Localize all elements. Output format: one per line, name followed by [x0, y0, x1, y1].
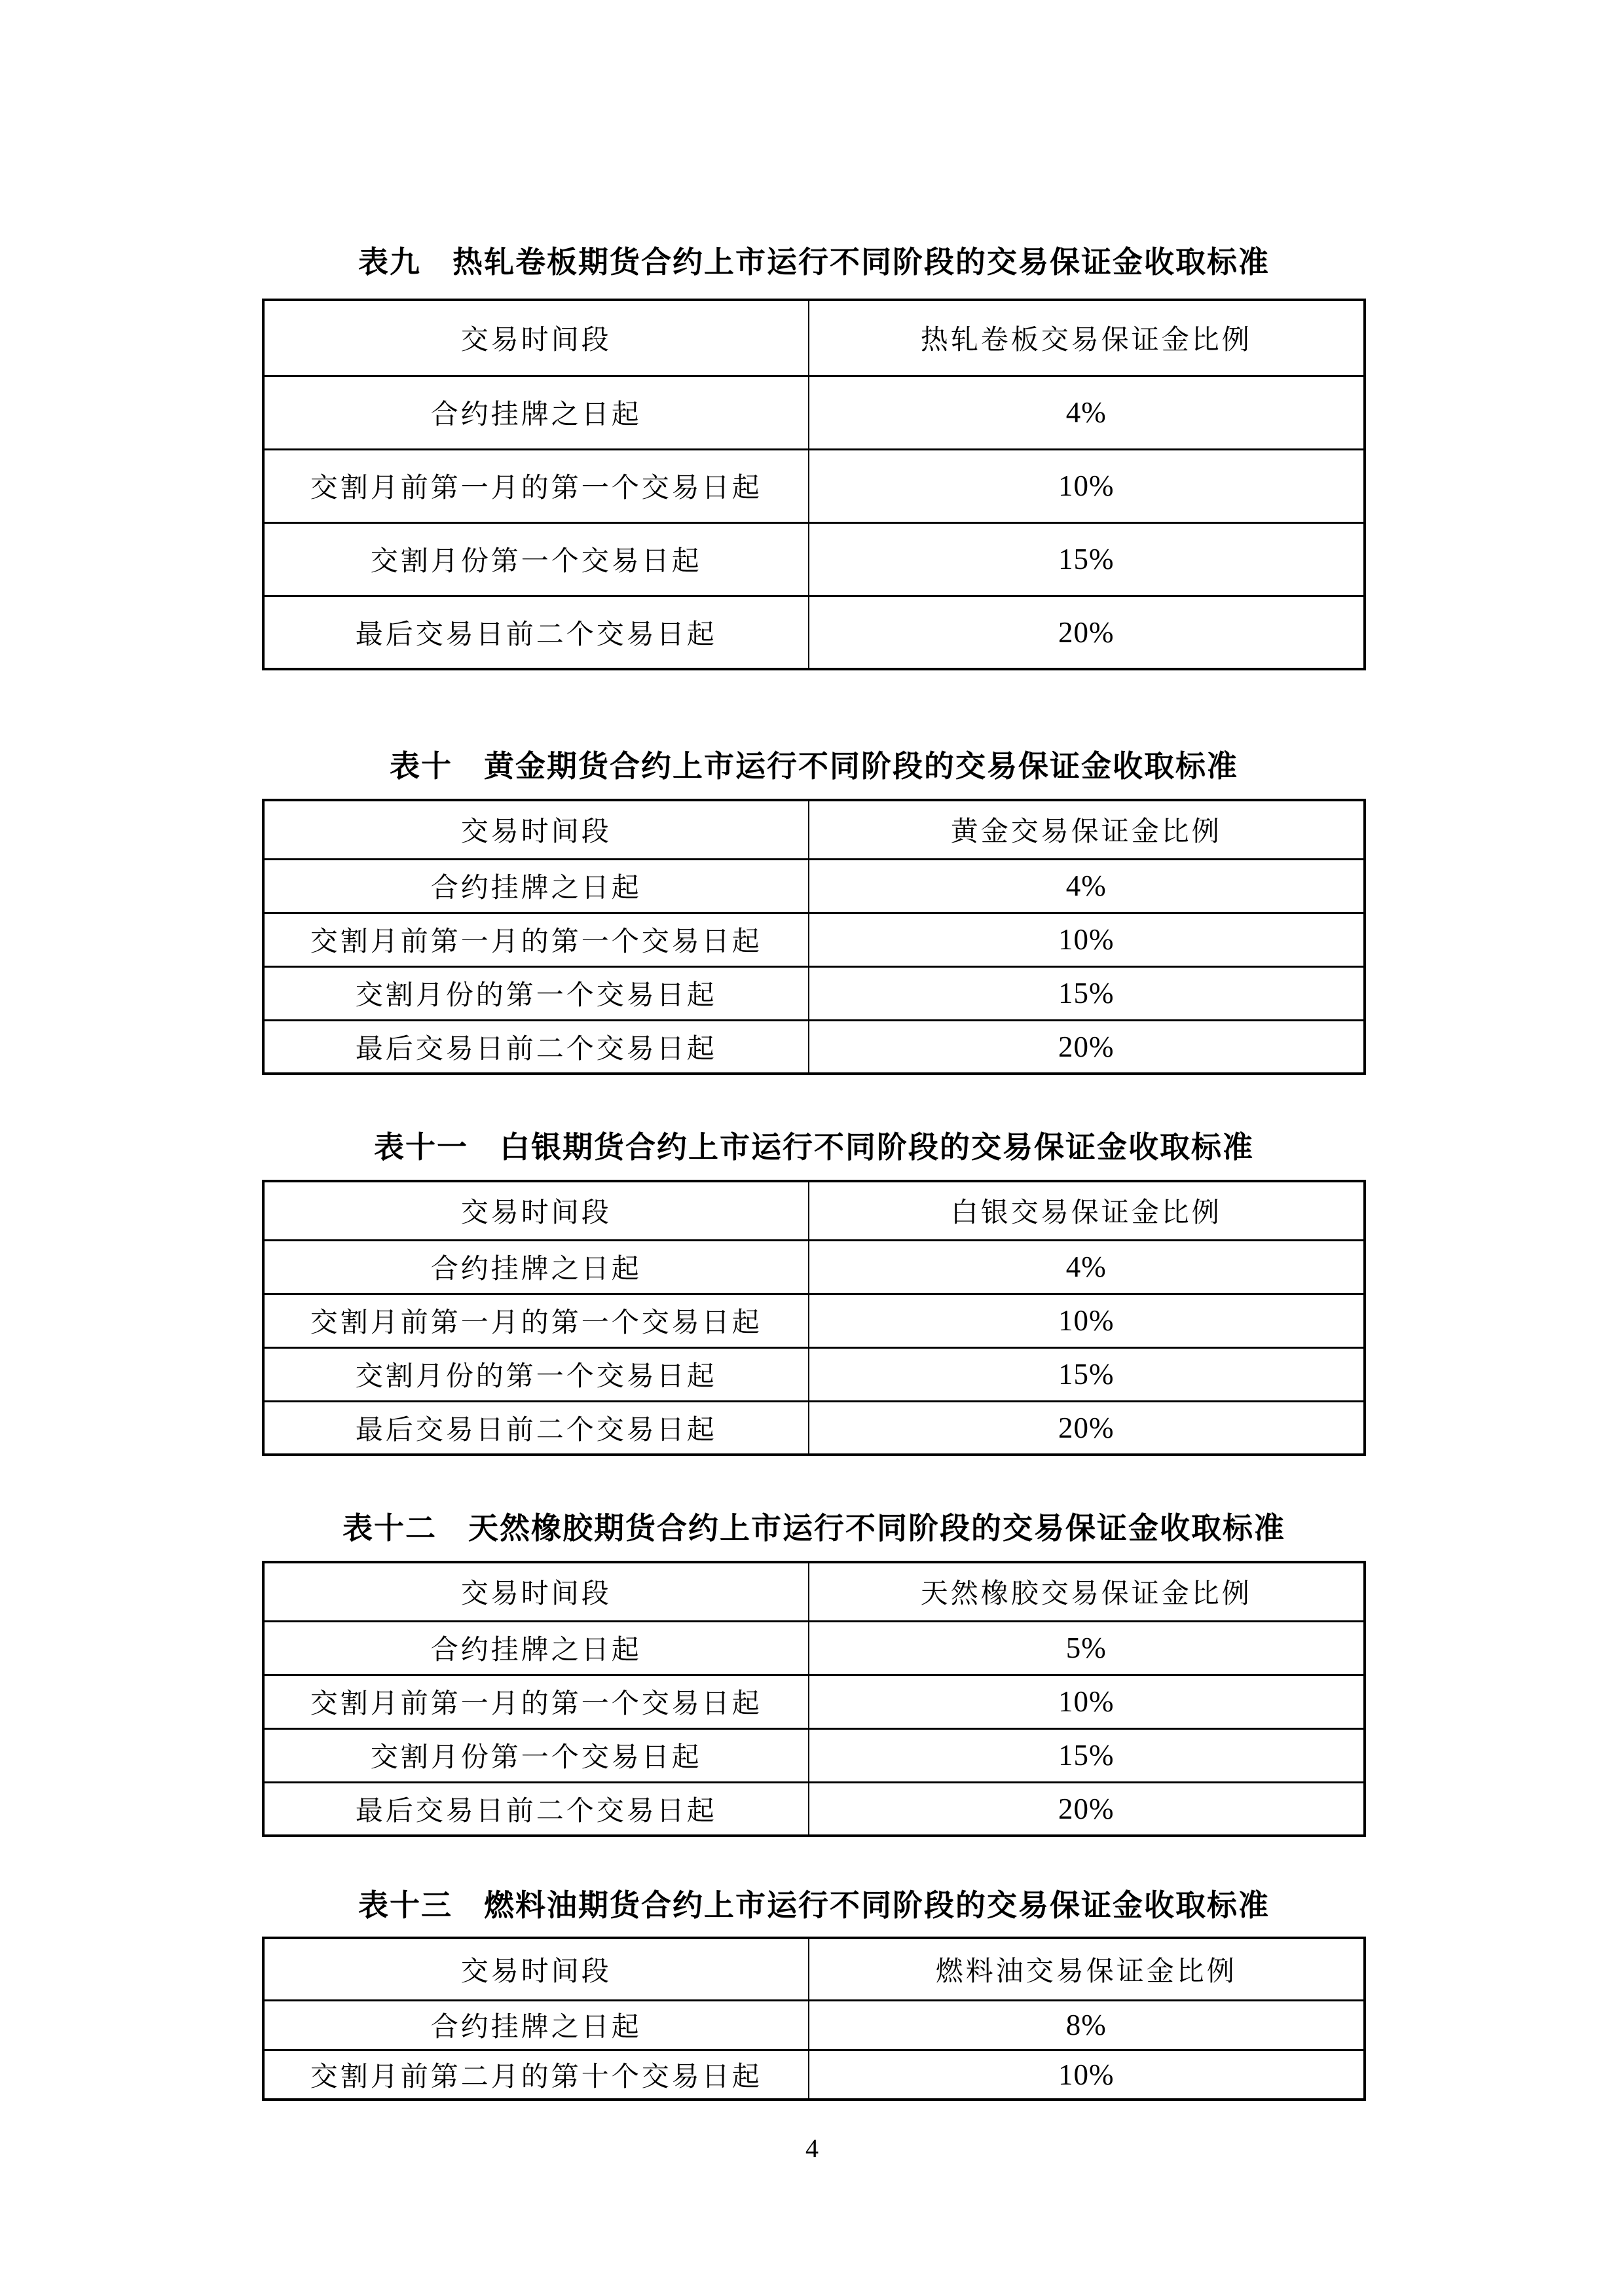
period-cell: 合约挂牌之日起	[263, 2000, 809, 2050]
ratio-cell: 4%	[809, 376, 1365, 449]
table-13-title: 表十三 燃料油期货合约上市运行不同阶段的交易保证金收取标准	[358, 1889, 1270, 1922]
table-header-row	[263, 1562, 1365, 1621]
period-cell: 最后交易日前二个交易日起	[263, 1020, 809, 1074]
table-row	[263, 1294, 1365, 1347]
table-9-title: 表九 热轧卷板期货合约上市运行不同阶段的交易保证金收取标准	[358, 246, 1270, 279]
period-cell: 交割月份第一个交易日起	[263, 522, 809, 596]
period-column-header: 交易时间段	[263, 800, 809, 859]
table-12	[262, 1561, 1366, 1837]
period-cell: 交割月份第一个交易日起	[263, 1728, 809, 1782]
ratio-cell: 20%	[809, 1401, 1365, 1455]
period-cell: 合约挂牌之日起	[263, 859, 809, 913]
period-cell: 合约挂牌之日起	[263, 1621, 809, 1675]
period-cell: 交割月份的第一个交易日起	[263, 966, 809, 1020]
table-11	[262, 1180, 1366, 1456]
table-section-13	[262, 1887, 1366, 2101]
ratio-cell: 20%	[809, 1020, 1365, 1074]
table-row	[263, 1621, 1365, 1675]
table-13	[262, 1937, 1366, 2101]
ratio-cell: 10%	[809, 1675, 1365, 1728]
ratio-column-header: 白银交易保证金比例	[809, 1181, 1365, 1240]
table-row	[263, 1020, 1365, 1074]
ratio-column-header: 黄金交易保证金比例	[809, 800, 1365, 859]
period-cell: 合约挂牌之日起	[263, 376, 809, 449]
table-row	[263, 376, 1365, 449]
table-header-row	[263, 800, 1365, 859]
ratio-column-header: 热轧卷板交易保证金比例	[809, 300, 1365, 376]
table-row	[263, 1240, 1365, 1294]
table-row	[263, 1401, 1365, 1455]
table-header-row	[263, 300, 1365, 376]
table-row	[263, 1728, 1365, 1782]
ratio-column-header: 燃料油交易保证金比例	[809, 1938, 1365, 2000]
table-12-title: 表十二 天然橡胶期货合约上市运行不同阶段的交易保证金收取标准	[342, 1512, 1285, 1545]
ratio-column-header: 天然橡胶交易保证金比例	[809, 1562, 1365, 1621]
table-row	[263, 449, 1365, 522]
table-header-row	[263, 1938, 1365, 2000]
period-cell: 交割月前第一月的第一个交易日起	[263, 1675, 809, 1728]
period-cell: 最后交易日前二个交易日起	[263, 1782, 809, 1836]
ratio-cell: 4%	[809, 859, 1365, 913]
document-content	[262, 0, 1366, 2101]
table-row	[263, 1675, 1365, 1728]
table-section-12	[262, 1510, 1366, 1837]
table-section-9	[262, 244, 1366, 670]
table-header-row	[263, 1181, 1365, 1240]
table-row	[263, 2050, 1365, 2100]
table-row	[263, 596, 1365, 669]
ratio-cell: 15%	[809, 1728, 1365, 1782]
table-row	[263, 522, 1365, 596]
period-column-header: 交易时间段	[263, 300, 809, 376]
period-cell: 交割月前第一月的第一个交易日起	[263, 1294, 809, 1347]
table-row	[263, 913, 1365, 966]
ratio-cell: 4%	[809, 1240, 1365, 1294]
ratio-cell: 8%	[809, 2000, 1365, 2050]
page-number: 4	[805, 2134, 819, 2163]
ratio-cell: 5%	[809, 1621, 1365, 1675]
table-9	[262, 299, 1366, 670]
period-column-header: 交易时间段	[263, 1181, 809, 1240]
period-cell: 交割月前第一月的第一个交易日起	[263, 449, 809, 522]
table-row	[263, 859, 1365, 913]
ratio-cell: 10%	[809, 2050, 1365, 2100]
period-cell: 交割月前第一月的第一个交易日起	[263, 913, 809, 966]
period-column-header: 交易时间段	[263, 1562, 809, 1621]
ratio-cell: 20%	[809, 1782, 1365, 1836]
period-cell: 最后交易日前二个交易日起	[263, 596, 809, 669]
period-cell: 最后交易日前二个交易日起	[263, 1401, 809, 1455]
ratio-cell: 15%	[809, 1347, 1365, 1401]
table-row	[263, 2000, 1365, 2050]
table-11-title: 表十一 白银期货合约上市运行不同阶段的交易保证金收取标准	[374, 1131, 1254, 1164]
ratio-cell: 10%	[809, 1294, 1365, 1347]
table-row	[263, 966, 1365, 1020]
period-column-header: 交易时间段	[263, 1938, 809, 2000]
ratio-cell: 15%	[809, 522, 1365, 596]
period-cell: 合约挂牌之日起	[263, 1240, 809, 1294]
table-10	[262, 799, 1366, 1075]
ratio-cell: 10%	[809, 913, 1365, 966]
table-row	[263, 1347, 1365, 1401]
ratio-cell: 20%	[809, 596, 1365, 669]
table-row	[263, 1782, 1365, 1836]
period-cell: 交割月前第二月的第十个交易日起	[263, 2050, 809, 2100]
period-cell: 交割月份的第一个交易日起	[263, 1347, 809, 1401]
table-section-10	[262, 748, 1366, 1075]
table-section-11	[262, 1129, 1366, 1456]
ratio-cell: 15%	[809, 966, 1365, 1020]
table-10-title: 表十 黄金期货合约上市运行不同阶段的交易保证金收取标准	[390, 750, 1238, 783]
ratio-cell: 10%	[809, 449, 1365, 522]
